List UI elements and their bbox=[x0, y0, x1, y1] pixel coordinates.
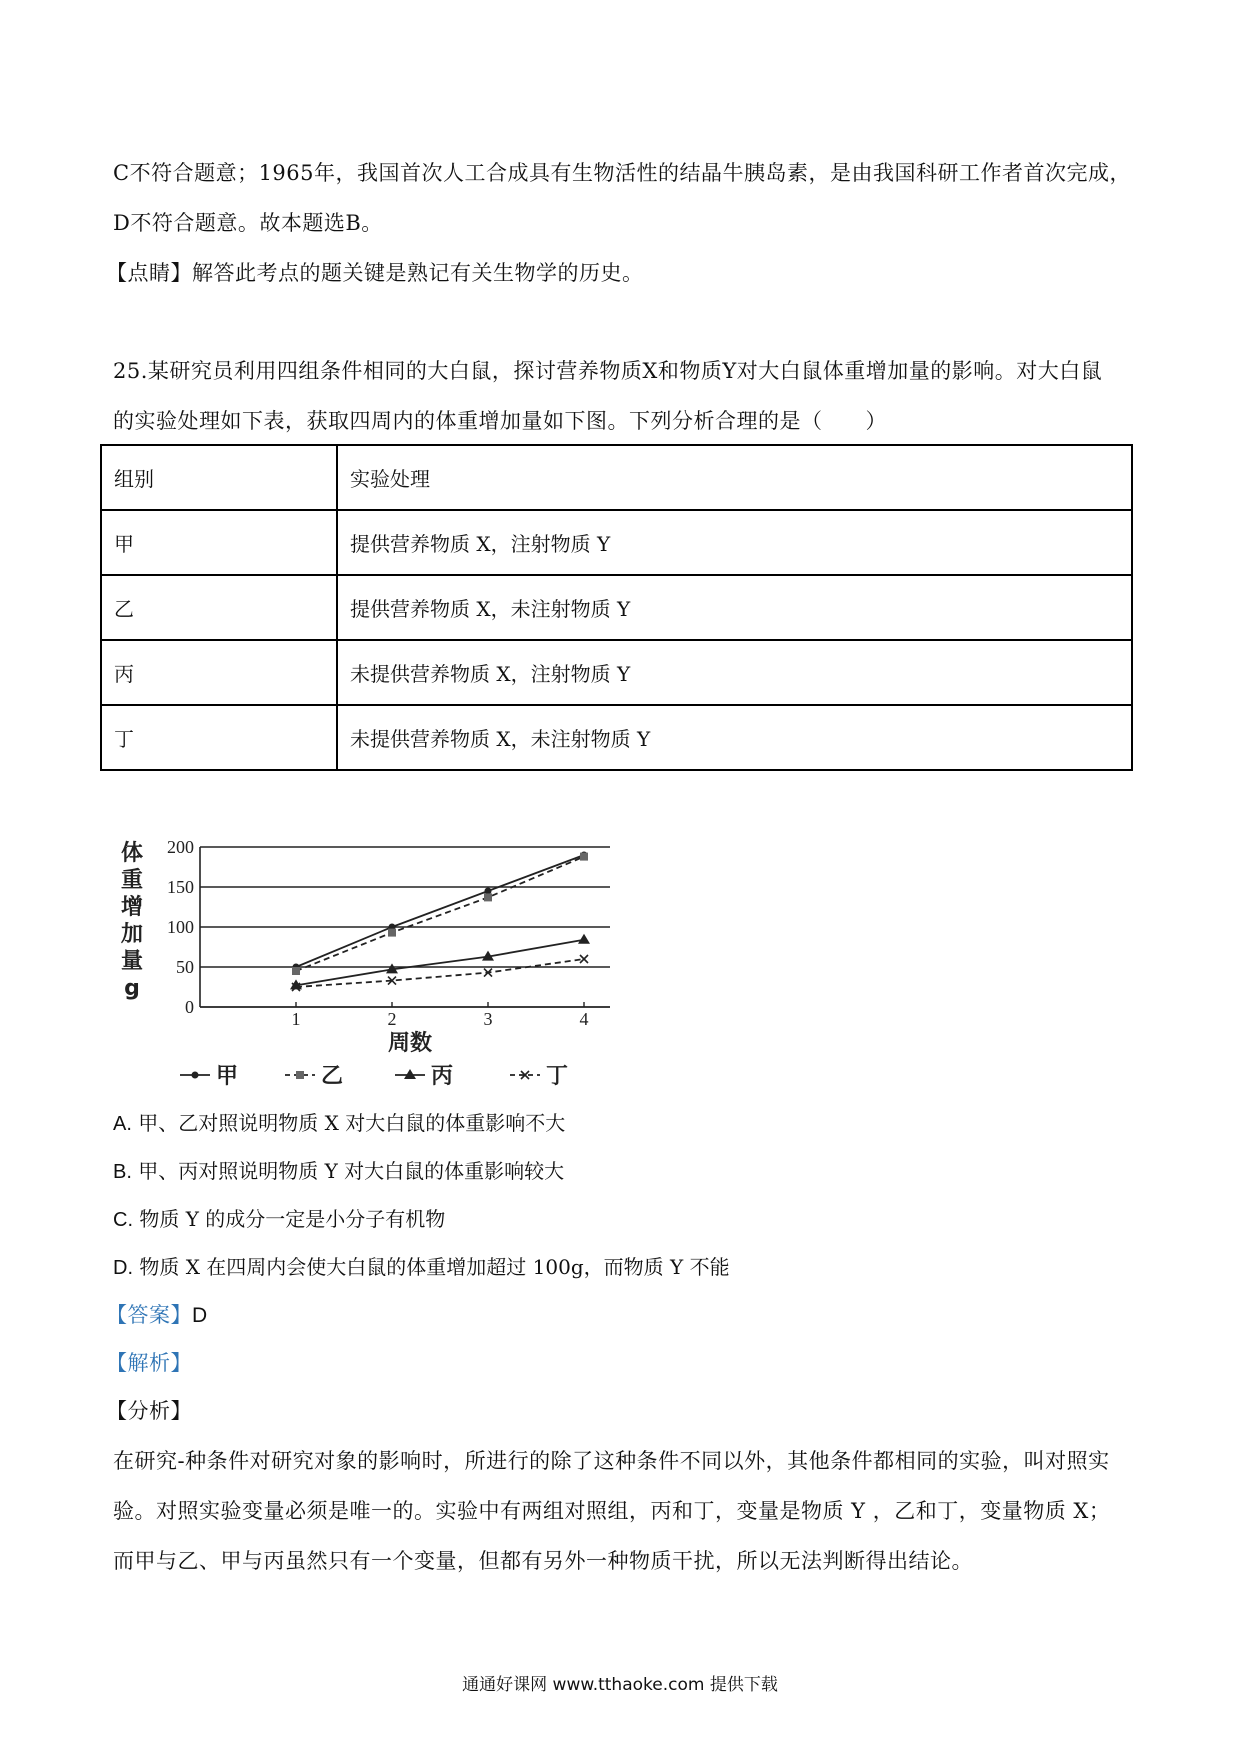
y-axis-label-char: g bbox=[124, 976, 140, 1001]
option-a bbox=[113, 1108, 565, 1139]
series-line-甲 bbox=[296, 855, 584, 967]
legend-marker bbox=[404, 1069, 416, 1079]
table-row bbox=[101, 575, 1132, 640]
y-tick-label: 0 bbox=[185, 997, 194, 1017]
analysis-line-1: 在研究-种条件对研究对象的影响时，所进行的除了这种条件不同以外，其他条件都相同的实验，叫对照实 bbox=[113, 1449, 1110, 1473]
intro-line-2: D不符合题意。故本题选B。 bbox=[113, 211, 383, 235]
legend-label: 乙 bbox=[321, 1064, 344, 1089]
x-tick-label: 3 bbox=[483, 1009, 493, 1029]
table-row bbox=[101, 510, 1132, 575]
table-cell-treatment: 未提供营养物质 X，未注射物质 Y bbox=[337, 705, 1132, 770]
y-tick-label: 100 bbox=[167, 917, 194, 937]
option-label: B. bbox=[113, 1161, 132, 1183]
x-tick-label: 4 bbox=[579, 1009, 589, 1029]
point-tag: 【点睛】 bbox=[106, 261, 192, 285]
answer-value: D bbox=[192, 1304, 208, 1327]
x-axis-label: 周数 bbox=[387, 1031, 433, 1056]
footer-credit: 通通好课网 www.tthaoke.com 提供下载 bbox=[462, 1675, 778, 1695]
table-cell-treatment: 提供营养物质 X，注射物质 Y bbox=[337, 510, 1132, 575]
y-axis-label-char: 量 bbox=[120, 949, 144, 974]
y-tick-label: 150 bbox=[167, 877, 194, 897]
legend-label: 甲 bbox=[216, 1064, 239, 1089]
table-cell-treatment: 未提供营养物质 X，注射物质 Y bbox=[337, 640, 1132, 705]
y-axis-label-char: 加 bbox=[120, 922, 144, 947]
series-line-乙 bbox=[296, 857, 584, 971]
table-cell-treatment: 提供营养物质 X，未注射物质 Y bbox=[337, 575, 1132, 640]
question-line-1: 25.某研究员利用四组条件相同的大白鼠，探讨营养物质X和物质Y对大白鼠体重增加量的影响。对大白鼠 bbox=[113, 359, 1103, 383]
weight-gain-chart bbox=[110, 832, 650, 1092]
option-label: A. bbox=[113, 1113, 132, 1135]
option-c bbox=[113, 1204, 445, 1235]
option-label: C. bbox=[113, 1209, 133, 1231]
fenxi-tag: 【分析】 bbox=[106, 1399, 192, 1423]
y-tick-label: 50 bbox=[176, 957, 194, 977]
table-cell-group: 甲 bbox=[101, 510, 337, 575]
answer-line bbox=[106, 1300, 208, 1331]
analysis-line-3: 而甲与乙、甲与丙虽然只有一个变量，但都有另外一种物质干扰，所以无法判断得出结论。 bbox=[113, 1549, 973, 1573]
option-b bbox=[113, 1156, 564, 1187]
analysis-line-2: 验。对照实验变量必须是唯一的。实验中有两组对照组，丙和丁，变量是物质 Y ，乙和丁，变量物质 X； bbox=[113, 1499, 1111, 1523]
data-point-乙 bbox=[580, 853, 588, 861]
option-text: 物质 X 在四周内会使大白鼠的体重增加超过 100g，而物质 Y 不能 bbox=[139, 1255, 730, 1279]
legend-label: 丙 bbox=[431, 1064, 454, 1089]
y-axis-label-char: 重 bbox=[120, 868, 144, 893]
legend-marker bbox=[192, 1072, 199, 1079]
point-note bbox=[106, 258, 644, 288]
series-line-丙 bbox=[296, 940, 584, 986]
legend-label: 丁 bbox=[546, 1064, 569, 1089]
table-row bbox=[101, 705, 1132, 770]
treatment-table bbox=[100, 444, 1133, 771]
question-line-2: 的实验处理如下表，获取四周内的体重增加量如下图。下列分析合理的是（ ） bbox=[113, 409, 887, 433]
table-header-row bbox=[101, 445, 1132, 510]
table-row bbox=[101, 640, 1132, 705]
legend-marker bbox=[296, 1071, 304, 1079]
data-point-乙 bbox=[388, 929, 396, 937]
analysis-tag: 【解析】 bbox=[106, 1351, 192, 1375]
data-point-丁 bbox=[580, 955, 588, 963]
data-point-乙 bbox=[484, 893, 492, 901]
table-cell-group: 丙 bbox=[101, 640, 337, 705]
option-text: 甲、丙对照说明物质 Y 对大白鼠的体重影响较大 bbox=[138, 1159, 565, 1183]
data-point-乙 bbox=[292, 967, 300, 975]
option-text: 物质 Y 的成分一定是小分子有机物 bbox=[139, 1207, 446, 1231]
option-text: 甲、乙对照说明物质 X 对大白鼠的体重影响不大 bbox=[138, 1111, 566, 1135]
x-tick-label: 1 bbox=[291, 1009, 301, 1029]
table-header-group: 组别 bbox=[101, 445, 337, 510]
x-tick-label: 2 bbox=[387, 1009, 397, 1029]
table-header-treatment: 实验处理 bbox=[337, 445, 1132, 510]
option-d bbox=[113, 1252, 730, 1283]
data-point-丙 bbox=[578, 934, 590, 944]
table-cell-group: 乙 bbox=[101, 575, 337, 640]
y-axis-label-char: 增 bbox=[120, 895, 144, 920]
y-tick-label: 200 bbox=[167, 837, 194, 857]
table-cell-group: 丁 bbox=[101, 705, 337, 770]
option-label: D. bbox=[113, 1257, 133, 1279]
point-text: 解答此考点的题关键是熟记有关生物学的历史。 bbox=[192, 261, 644, 285]
y-axis-label-char: 体 bbox=[120, 841, 144, 866]
intro-line-1: C不符合题意；1965年，我国首次人工合成具有生物活性的结晶牛胰岛素，是由我国科研工作者首次完成， bbox=[113, 161, 1132, 185]
answer-tag: 【答案】 bbox=[106, 1303, 192, 1327]
